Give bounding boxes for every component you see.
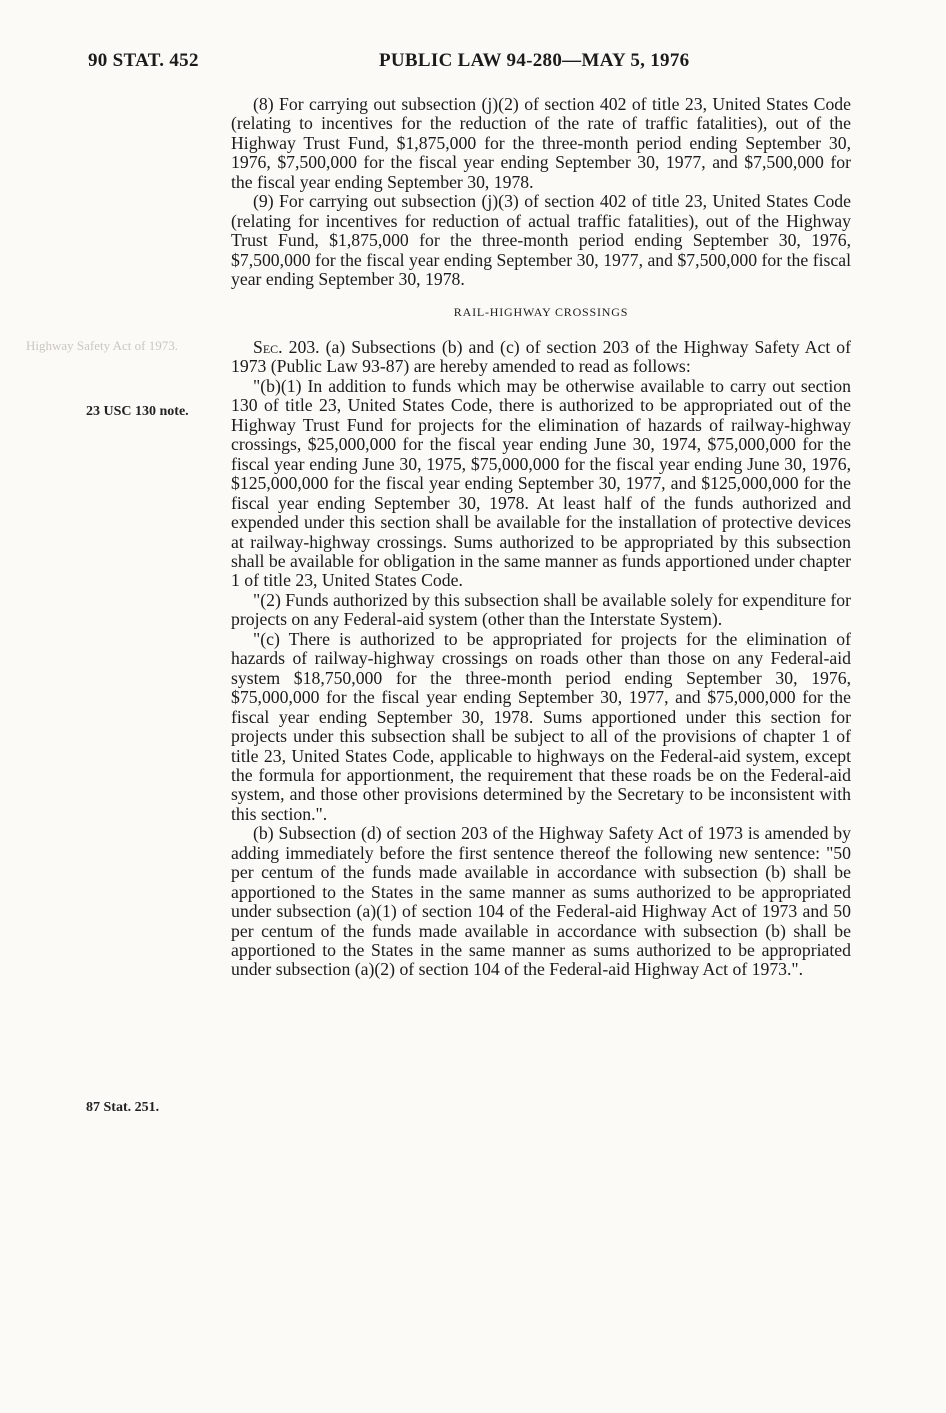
margin-note-stat: 87 Stat. 251. xyxy=(86,1100,160,1115)
margin-note-usc: 23 USC 130 note. xyxy=(86,404,189,419)
section-203-b: (b) Subsection (d) of section 203 of the Highway Safety Act of 1973 is amended by adding immediately before the first sentence thereof the following new sentence: "50 per centum of the funds made available in accordance with subsection (b) shall be apportioned to the States in the same manner as sums authorized to be appropriated under subsection (a)(1) of section 104 of the Federal-aid Highway Act of 1973 and 50 per centum of the funds made available in accordance with subsection (b) shall be apportioned to the States in the same manner as sums authorized to be appropriated under subsection (a)(2) of section 104 of the Federal-aid Highway Act of 1973.". xyxy=(231,823,851,980)
subsection-c: "(c) There is authorized to be appropriated for projects for the elimination of hazards of railway-highway crossings on roads other than those on any Federal-aid system $18,750,000 for the three-month period ending September 30, 1976, $75,000,000 for the fiscal year ending September 30, 1977, and $75,000,000 for the fiscal year ending September 30, 1978. Sums apportioned under this section for projects under this subsection shall be subject to all of the provisions of chapter 1 of title 23, United States Code, applicable to highways on the Federal-aid system, except the formula for apportionment, the requirement that these roads be on the Federal-aid system, and those other provisions determined by the Secretary to be inconsistent with this section.". xyxy=(231,628,851,824)
section-203-a xyxy=(231,338,851,377)
bleed-through-margin-note: Highway Safety Act of 1973. xyxy=(25,338,178,353)
section-heading: RAIL-HIGHWAY CROSSINGS xyxy=(453,304,629,319)
document-body xyxy=(231,95,851,980)
section-label: Sec. xyxy=(253,336,283,357)
subsection-b2: "(2) Funds authorized by this subsection shall be available solely for expenditure for projects on any Federal-aid system (other than the Interstate System). xyxy=(231,589,851,630)
page-stat-reference: 90 STAT. 452 xyxy=(88,50,199,71)
page-title: PUBLIC LAW 94-280—MAY 5, 1976 xyxy=(379,50,690,71)
subsection-b1: "(b)(1) In addition to funds which may be otherwise available to carry out section 130 of title 23, United States Code, there is authorized to be appropriated out of the Highway Trust Fund for projects for the elimination of hazards of railway-highway crossings, $25,000,000 for the fiscal year ending June 30, 1974, $75,000,000 for the fiscal year ending June 30, 1975, $75,000,000 for the fiscal year ending June 30, 1976, $125,000,000 for the fiscal year ending September 30, 1977, and $125,000,000 for the fiscal year ending September 30, 1978. At least half of the funds authorized and expended under this section shall be available for the installation of protective devices at railway-highway crossings. Sums authorized to be appropriated by this subsection shall be available for obligation in the same manner as funds apportioned under chapter 1 of title 23, United States Code. xyxy=(231,375,851,591)
paragraph-8: (8) For carrying out subsection (j)(2) of section 402 of title 23, United States Code (relating to incentives for the reduction of the rate of traffic fatalities), out of the Highway Trust Fund, $1,875,000 for the three-month period ending September 30, 1976, $7,500,000 for the fiscal year ending September 30, 1977, and $7,500,000 for the fiscal year ending September 30, 1978. xyxy=(231,94,851,192)
paragraph-9: (9) For carrying out subsection (j)(3) of section 402 of title 23, United States Code (relating for incentives for reduction of actual traffic fatalities), out of the Highway Trust Fund, $1,875,000 for the three-month period ending September 30, 1976, $7,500,000 for the fiscal year ending September 30, 1977, and $7,500,000 for the fiscal year ending September 30, 1978. xyxy=(231,191,851,290)
section-203-a-text: 203. (a) Subsections (b) and (c) of section 203 of the Highway Safety Act of 1973 (Public Law 93-87) are hereby amended to read as follows: xyxy=(231,336,852,377)
